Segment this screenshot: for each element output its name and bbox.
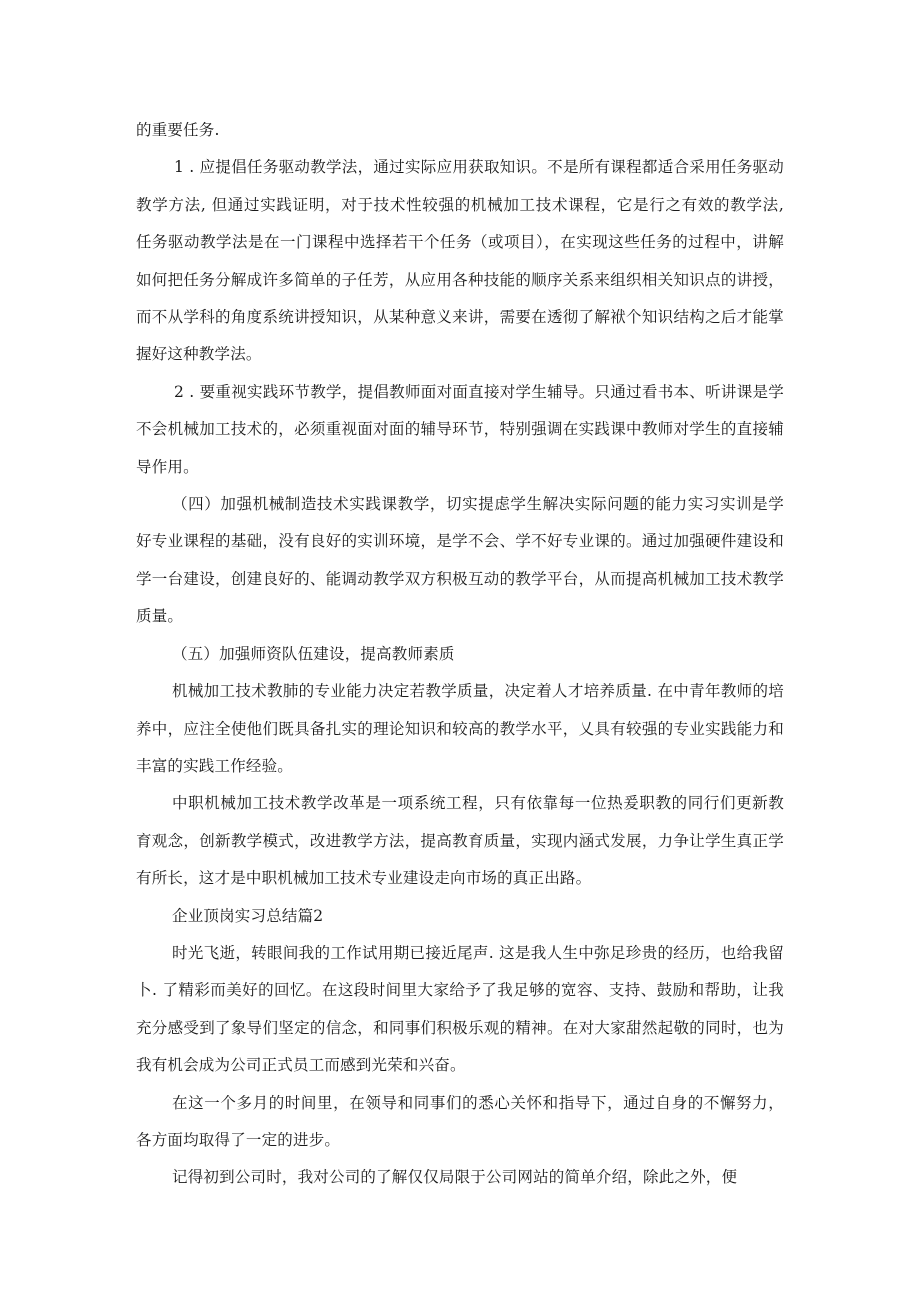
paragraph-intro: 时光飞逝，转眼间我的工作试用期已接近尾声. 这是我人生中弥足珍贵的经历，也给我留卜. 了精彩而美好的回忆。在这段时间里大家给予了我足够的宽容、支持、鼓励和帮助，让我充分感受到了象导们坚定的信念，和同事们积极乐观的精神。在对大家甜然起敬的同时，也为我有机会成为公司正式员工而感到光荣和兴奋。 (136, 943, 784, 1075)
article-title: 企业顶岗实习总结篇2 (172, 906, 324, 925)
paragraph-continuation: 的重要任务. (136, 121, 220, 139)
paragraph-conclusion: 中职机械加工技术教学改革是一项系统工程，只有依靠每一位热爰职教的同行们更新教育观念，创新教学模式，改进教学方法，提高教育质量，实现内涵式发展，力争让学生真正学有所长，这才是中职机械加工技术专业建设走向市场的真正出路。 (136, 794, 784, 888)
paragraph-section-4: （四）加强机械制造技术实践课教学，切实提虑学生解决实际问题的能力实习实训是学好专业课程的基础，没有良好的实训环境，是学不会、学不好专业课的。通过加强硬件建设和学一台建设，创建良好的、能调动教学双方积极互动的教学平台，从而提高机械加工技术教学质量。 (136, 495, 784, 626)
document-body (136, 112, 784, 1197)
section-heading-5: （五）加强师资队伍建设，提高教师素质 (172, 644, 455, 663)
paragraph-first-days: 记得初到公司时，我对公司的了解仅仅局限于公司网站的简单介绍，除此之外，便 (172, 1168, 738, 1187)
paragraph-teacher-ability: 机械加工技术教肺的专业能力决定若教学质量，决定着人才培养质量. 在中青年教师的培养中，应注全使他们既具备扎实的理论知识和较高的教学水平，乂具有较强的专业实践能力和丰富的实践工作经验。 (136, 682, 784, 775)
paragraph-item-2: 2 . 要重视实践环节教学，提倡教师面对面直接对学生辅导。只通过看书本、听讲课是学不会机械加工技术的，必须重视面对面的辅导环节，特别强调在实践课中教师对学生的直接辅导作用。 (136, 382, 784, 476)
paragraph-item-1: 1 . 应提倡任务驱动教学法，通过实际应用获取知识。不是所有课程都适合采用任务驱动教学方法, 但通过实践证明，对于技术性较强的机械加工技术课程，它是行之有效的教学法, 任务驱动教学法是在一门课程中选择若干个任务（或项目），在实现这些任务的过程中，讲解如何把任务分解成许多简单的子任芳，从应用各种技能的顺序关系来组织相关知识点的讲授，而不从学科的角度系统讲授知识，从某种意义来讲，需要在透彻了解袱个知识结构之后才能掌握好这种教学法。 (136, 158, 784, 364)
paragraph-progress: 在这一个多月的时间里，在领导和同事们的悉心关怀和指导下，通过自身的不懈努力，各方面均取得了一定的进步。 (136, 1093, 784, 1149)
